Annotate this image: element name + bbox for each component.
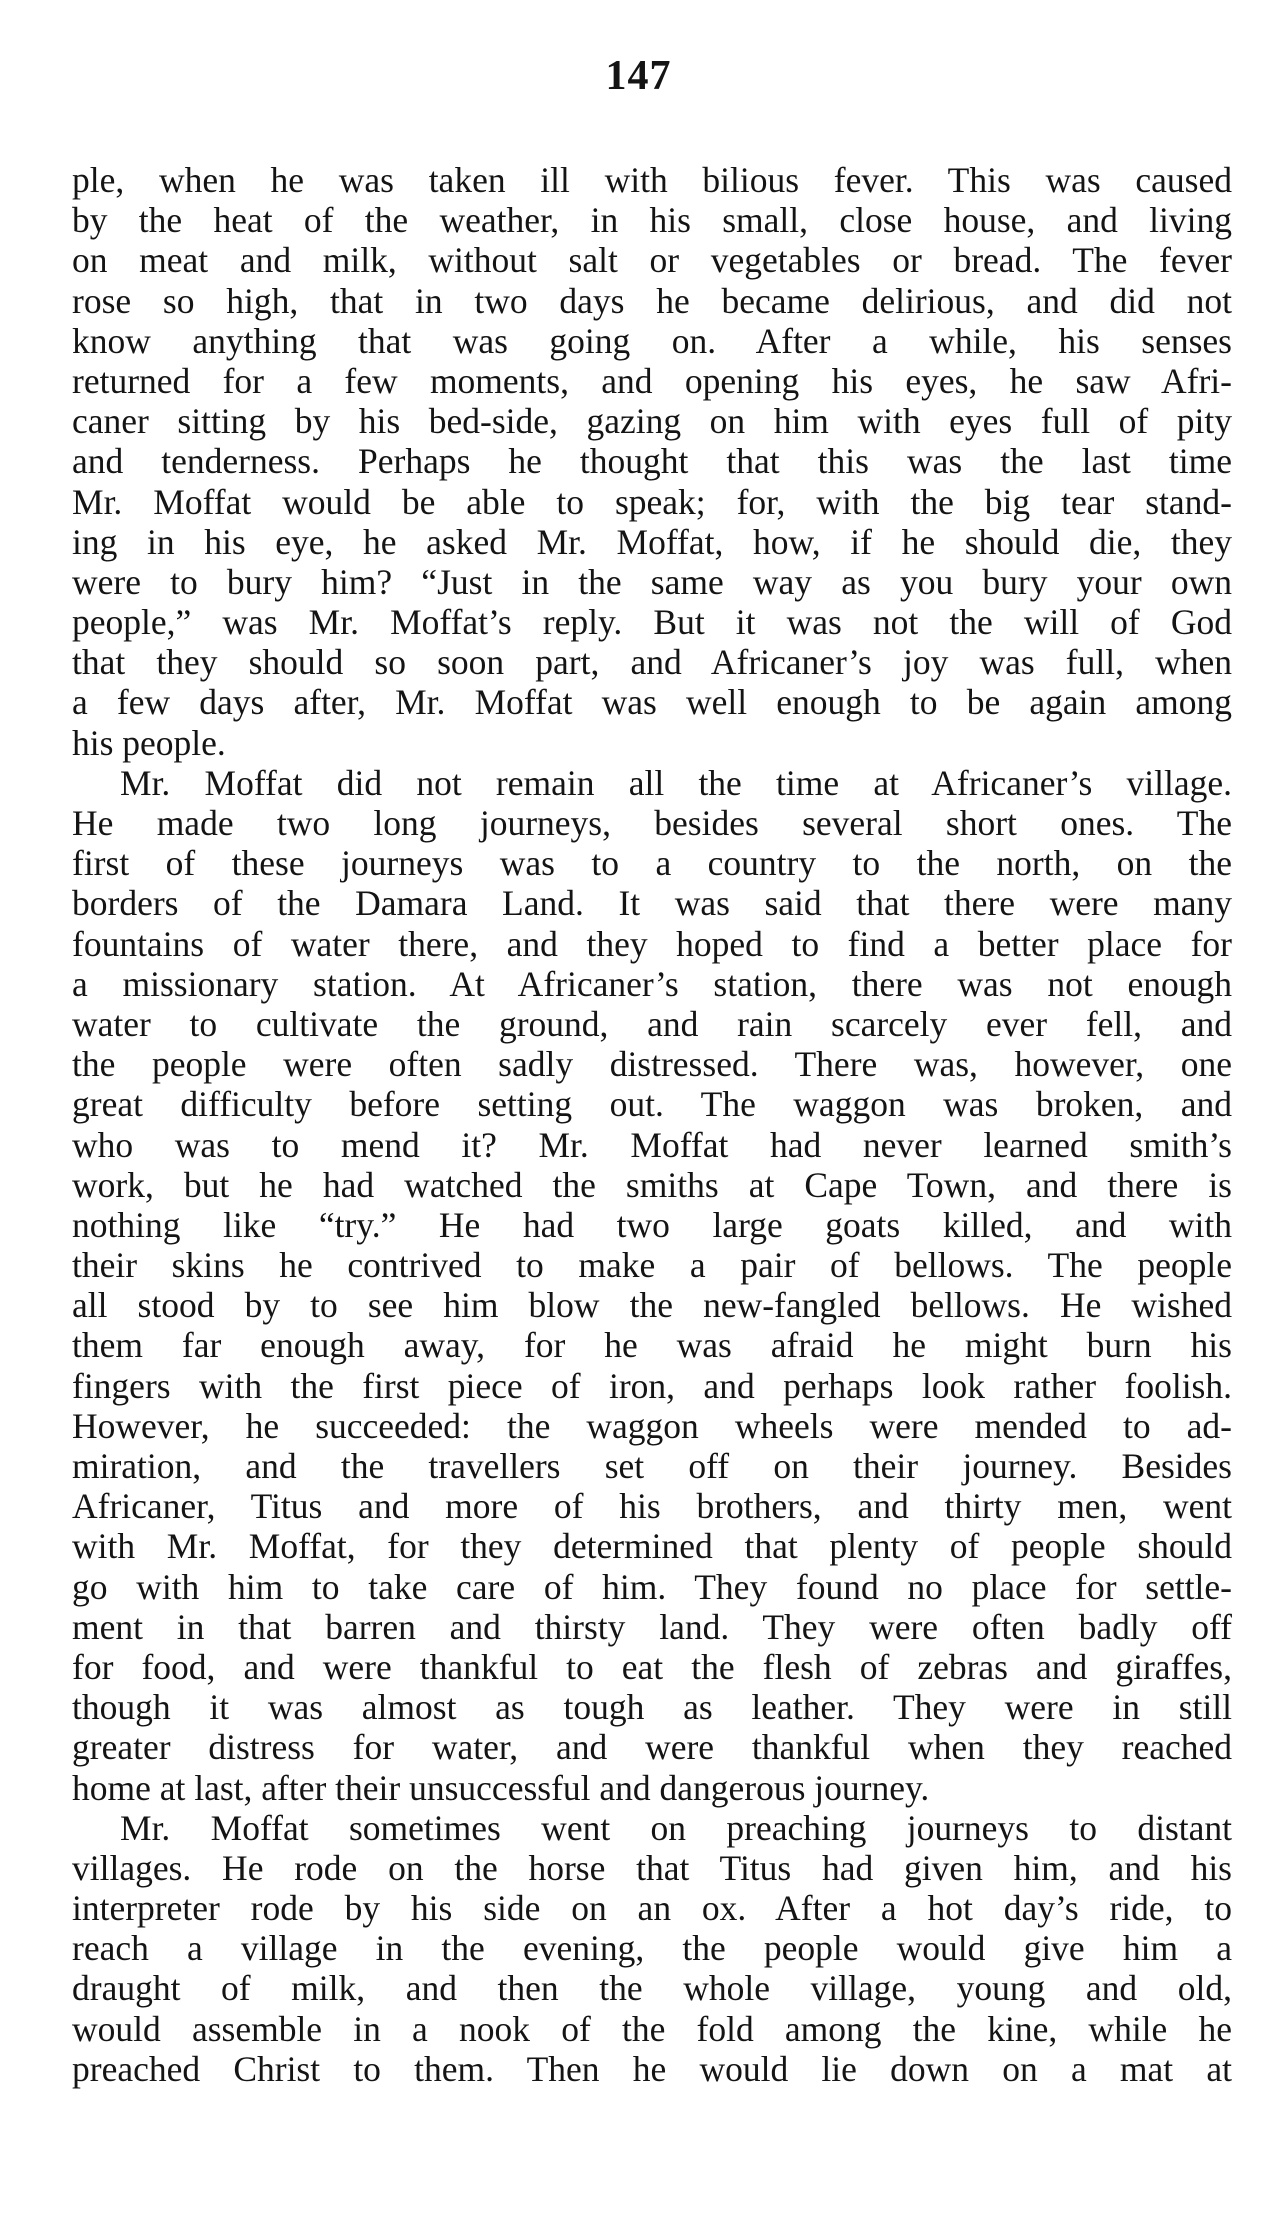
text-line: ing in his eye, he asked Mr. Moffat, how, if he should die, they <box>72 521 1232 562</box>
text-line: his people. <box>72 722 226 763</box>
text-line: ple, when he was taken ill with bilious fever. This was caused <box>72 160 1232 200</box>
text-line: and tenderness. Perhaps he thought that this was the last time <box>72 441 1232 482</box>
text-line: rose so high, that in two days he became delirious, and did not <box>72 280 1232 321</box>
text-line: would assemble in a nook of the fold among the kine, while he <box>72 2008 1232 2049</box>
text-line: work, but he had watched the smiths at Cape Town, and there is <box>72 1164 1232 1205</box>
text-line: a few days after, Mr. Moffat was well enough to be again among <box>72 682 1232 723</box>
text-line: with Mr. Moffat, for they determined that plenty of people should <box>72 1526 1232 1567</box>
page-number: 147 <box>605 53 672 99</box>
text-line: preached Christ to them. Then he would lie down on a mat at <box>72 2048 1232 2089</box>
text-line: Mr. Moffat did not remain all the time at Africaner’s village. <box>120 762 1232 803</box>
text-line: water to cultivate the ground, and rain scarcely ever fell, and <box>72 1003 1232 1044</box>
text-line: for food, and were thankful to eat the flesh of zebras and giraffes, <box>72 1646 1232 1687</box>
text-line: by the heat of the weather, in his small, close house, and living <box>72 200 1232 241</box>
text-line: caner sitting by his bed-side, gazing on him with eyes full of pity <box>72 401 1232 442</box>
text-line: He made two long journeys, besides several short ones. The <box>72 803 1232 843</box>
text-line: nothing like “try.” He had two large goats killed, and with <box>72 1204 1232 1245</box>
text-line: interpreter rode by his side on an ox. After a hot day’s ride, to <box>72 1888 1232 1929</box>
text-line: that they should so soon part, and Africaner’s joy was full, when <box>72 642 1232 683</box>
text-line: ment in that barren and thirsty land. They were often badly off <box>72 1606 1232 1647</box>
text-line: Mr. Moffat sometimes went on preaching journeys to distant <box>120 1807 1232 1848</box>
text-line: know anything that was going on. After a while, his senses <box>72 320 1232 361</box>
text-line: great difficulty before setting out. The waggon was broken, and <box>72 1084 1232 1125</box>
text-line: reach a village in the evening, the people would give him a <box>72 1928 1232 1969</box>
text-line: Mr. Moffat would be able to speak; for, with the big tear stand- <box>72 481 1232 522</box>
text-line: all stood by to see him blow the new-fangled bellows. He wished <box>72 1285 1232 1326</box>
text-line: borders of the Damara Land. It was said that there were many <box>72 883 1232 924</box>
text-line: villages. He rode on the horse that Titus had given him, and his <box>72 1847 1232 1888</box>
text-line: who was to mend it? Mr. Moffat had never learned smith’s <box>72 1124 1232 1165</box>
text-line: though it was almost as tough as leather. They were in still <box>72 1687 1232 1728</box>
text-line: their skins he contrived to make a pair of bellows. The people <box>72 1245 1232 1286</box>
text-line: them far enough away, for he was afraid he might burn his <box>72 1325 1232 1366</box>
text-line: the people were often sadly distressed. There was, however, one <box>72 1044 1232 1085</box>
body-text <box>72 160 1232 2089</box>
text-line: greater distress for water, and were thankful when they reached <box>72 1727 1232 1768</box>
text-line: However, he succeeded: the waggon wheels were mended to ad- <box>72 1405 1232 1446</box>
text-line: home at last, after their unsuccessful and dangerous journey. <box>72 1767 930 1808</box>
text-line: returned for a few moments, and opening his eyes, he saw Afri- <box>72 360 1232 401</box>
text-line: miration, and the travellers set off on their journey. Besides <box>72 1446 1232 1486</box>
text-line: were to bury him? “Just in the same way as you bury your own <box>72 561 1232 602</box>
text-line: fountains of water there, and they hoped to find a better place for <box>72 923 1232 964</box>
text-line: a missionary station. At Africaner’s station, there was not enough <box>72 963 1232 1004</box>
text-line: draught of milk, and then the whole village, young and old, <box>72 1968 1232 2009</box>
text-line: first of these journeys was to a country to the north, on the <box>72 843 1232 884</box>
text-line: go with him to take care of him. They found no place for settle- <box>72 1566 1232 1607</box>
text-line: on meat and milk, without salt or vegetables or bread. The fever <box>72 240 1232 281</box>
text-line: fingers with the first piece of iron, and perhaps look rather foolish. <box>72 1365 1232 1406</box>
text-line: Africaner, Titus and more of his brothers, and thirty men, went <box>72 1486 1232 1527</box>
text-line: people,” was Mr. Moffat’s reply. But it was not the will of God <box>72 602 1232 643</box>
